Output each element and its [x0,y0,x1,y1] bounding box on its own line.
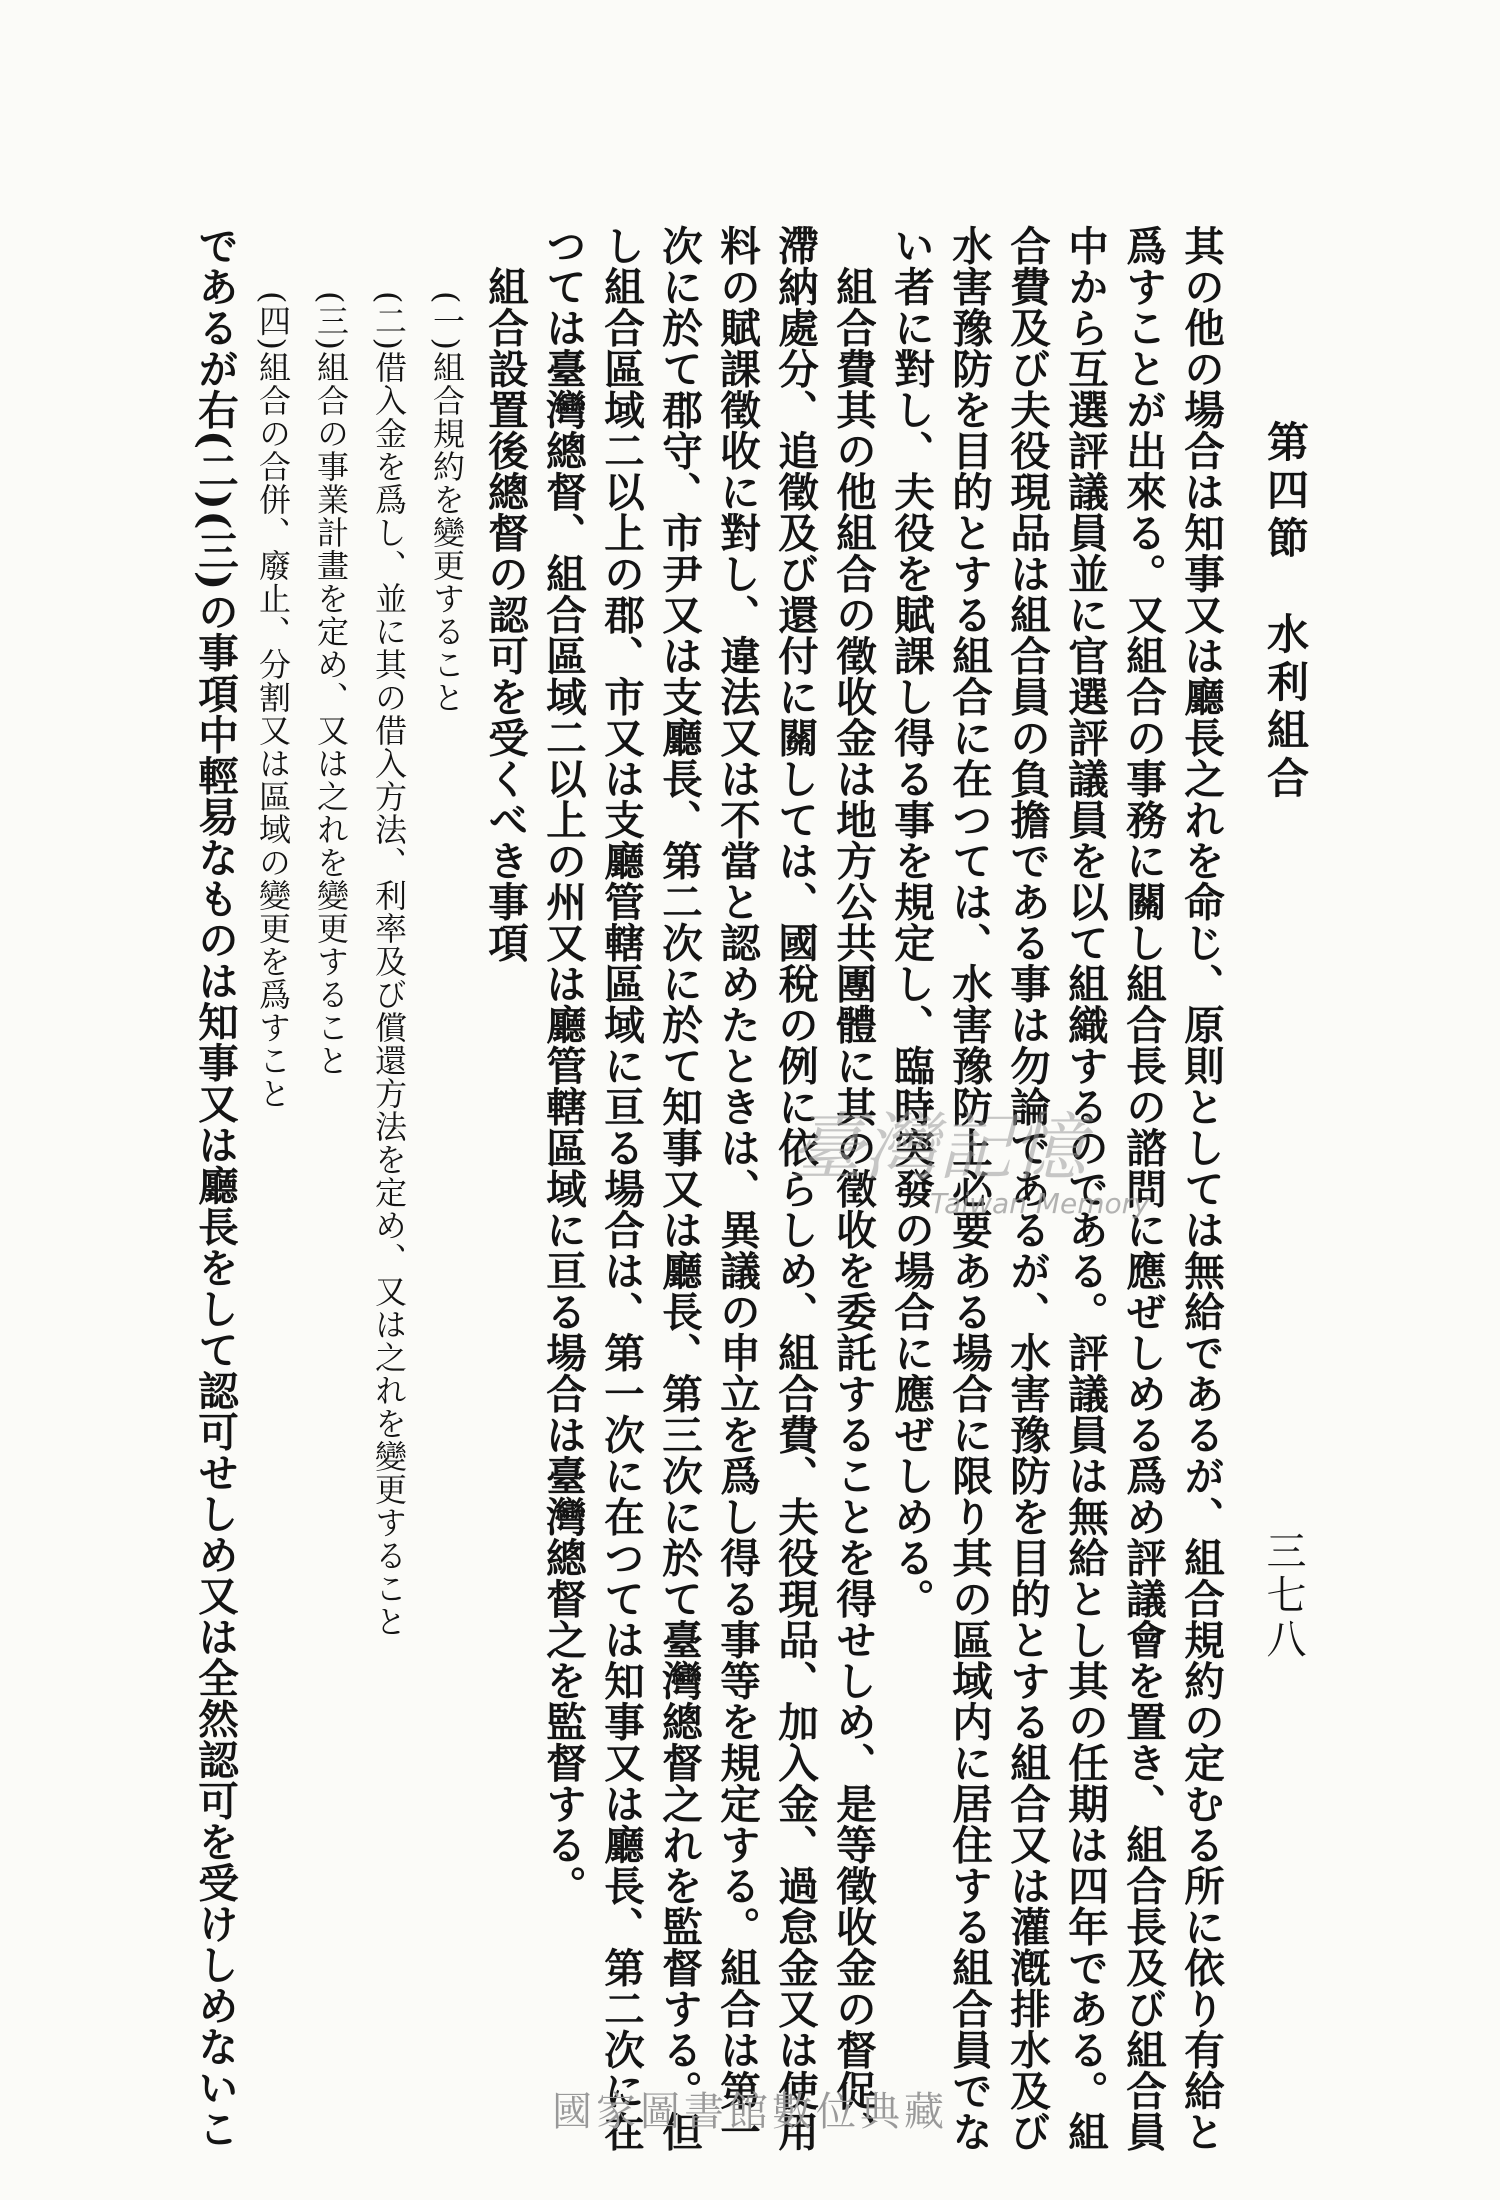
text-column-10: 次に於て郡守、市尹又は支廳長、第二次に於て知事又は廳長、第三次に於て臺灣總督之れを監督する。但 [655,225,703,2152]
text-column-11: し組合區域二以上の郡、市又は支廳管轄區域に亘る場合は、第一次に在つては知事又は廳長、第二次に在 [597,225,645,2152]
list-item-4: (四)組合の合併、廢止、分割又は區域の變更を爲すこと [254,225,292,1110]
text-column-1: 其の他の場合は知事又は廳長之れを命じ、原則としては無給であるが、組合規約の定むる所に依り有給と [1177,225,1225,2152]
list-item-2: (二)借入金を爲し、並に其の借入方法、利率及び償還方法を定め、又は之れを變更すること [370,225,408,1638]
page-number: 三七八 [1260,1530,1306,1662]
list-item-3: (三)組合の事業計畫を定め、又は之れを變更すること [312,225,350,1077]
text-column-5: 水害豫防を目的とする組合に在つては、水害豫防上必要ある場合に限り其の區域内に居住する組合員でな [945,225,993,2152]
text-column-2: 爲すことが出來る。又組合の事務に關し組合長の諮問に應ぜしめる爲め評議會を置き、組合長及び組合員 [1119,225,1167,2152]
list-item-1: (一)組合規約を變更すること [428,225,466,714]
text-column-8: 滯納處分、追徵及び還付に關しては、國稅の例に依らしめ、組合費、夫役現品、加入金、過怠金又は使用 [771,225,819,2152]
text-column-12: つては臺灣總督、組合區域二以上の州又は廳管轄區域に亘る場合は臺灣總督之を監督する。 [539,225,587,1906]
text-column-6: い者に對し、夫役を賦課し得る事を規定し、臨時突發の場合に應ぜしめる。 [887,225,935,1619]
section-header: 第四節 水利組合 [1261,420,1310,804]
text-column-9: 料の賦課徵收に對し、違法又は不當と認めたときは、異議の申立を爲し得る事等を規定する。組合は第一 [713,225,761,2152]
text-column-18: であるが右(二)(三)の事項中輕易なものは知事又は廳長をして認可せしめ又は全然認可を受けしめないこ [191,225,239,2149]
text-column-13: 組合設置後總督の認可を受くべき事項 [481,225,529,963]
text-column-4: 合費及び夫役現品は組合員の負擔である事は勿論であるが、水害豫防を目的とする組合又は灌漑排水及び [1003,225,1051,2152]
watermark-logo-text: 臺灣記憶 [790,1105,1086,1191]
footer-credit: 國家圖書館數位典藏 [552,2089,948,2135]
text-column-3: 中から互選評議員並に官選評議員を以て組織するのである。評議員は無給とし其の任期は四年である。組 [1061,225,1109,2152]
watermark-logo-subtext: Taiwan Memory [930,1187,1150,1220]
text-column-7: 組合費其の他組合の徵收金は地方公共團體に其の徵收を委託することを得せしめ、是等徵收金の督促、 [829,225,877,2152]
